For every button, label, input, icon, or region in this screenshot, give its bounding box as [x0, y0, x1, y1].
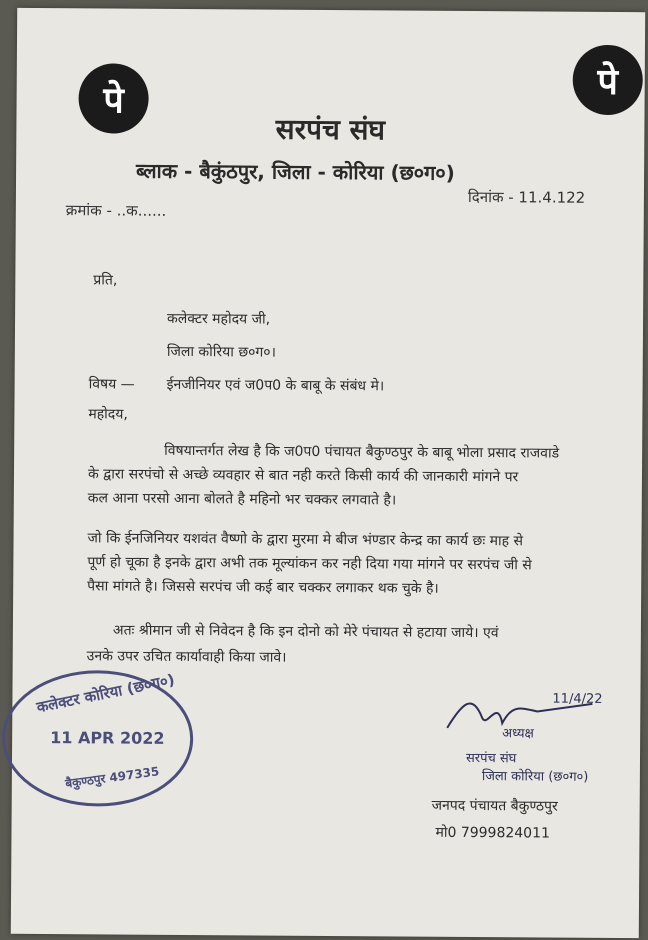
seal-top-text: कलेक्टर कोरिया (छ०ग०) — [35, 670, 177, 717]
stamp-district: जिला कोरिया (छ०ग०) — [481, 769, 589, 785]
phone-number: मो0 7999824011 — [435, 824, 550, 842]
subject-label: विषय — — [88, 376, 135, 393]
signature-block — [442, 683, 602, 754]
letterhead-title: सरपंच संघ — [275, 112, 386, 147]
signature-date: 11/4/22 — [552, 691, 603, 707]
seal-date: 11 APR 2022 — [50, 728, 165, 748]
paragraph-line: पूर्ण हो चूका है इनके द्वारा अभी तक मूल्यांकन कर नही दिया गया मांगने पर सरपंच जी से — [87, 554, 532, 574]
addressee-line1: कलेक्टर महोदय जी, — [167, 310, 271, 328]
seal-bottom-text: बैकुण्ठपुर 497335 — [64, 764, 161, 791]
salutation: महोदय, — [88, 406, 128, 423]
letterhead-subtitle: ब्लाक - बैकुंठपुर, जिला - कोरिया (छ०ग०) — [136, 158, 455, 185]
paragraph-line: पैसा मांगते है। जिससे सरपंच जी कई बार चक्कर लगाकर थक चुके है। — [87, 578, 439, 597]
addressee-line2: जिला कोरिया छ०ग०। — [166, 343, 276, 361]
paragraph-line: अतः श्रीमान जी से निवेदन है कि इन दोनो को मेरे पंचायत से हटाया जाये। एवं — [112, 622, 499, 642]
collector-office-seal — [2, 670, 194, 807]
paragraph-line: विषयान्तर्गत लेख है कि ज0प0 पंचायत बैकुण्ठपुर के बाबू भोला प्रसाद राजवाडे — [164, 442, 560, 462]
addressee-prefix: प्रति, — [93, 272, 118, 289]
reference-number: क्रमांक - ..क...... — [65, 201, 167, 220]
paragraph-line: उनके उपर उचित कार्यावाही किया जावे। — [86, 648, 287, 666]
phonepe-logo-icon: पे — [573, 45, 643, 115]
letter-page — [11, 8, 645, 938]
paragraph-line: जो कि ईनजिनियर यशवंत वैष्णो के द्वारा मुरमा मे बीज भंण्डार केन्द्र का कार्य छः माह से — [87, 530, 524, 550]
block-name: जनपद पंचायत बैकुण्ठपुर — [431, 797, 558, 815]
paragraph-line: कल आना परसो आना बोलते है महिनो भर चक्कर लगवाते है। — [87, 490, 397, 509]
stamp-org: सरपंच संघ — [465, 750, 517, 767]
phonepe-logo-icon: पे — [78, 63, 148, 133]
subject-text: ईनजीनियर एवं ज0प0 के बाबू के संबंध मे। — [166, 376, 385, 395]
signature-role: अध्यक्ष — [502, 726, 534, 742]
letter-date: दिनांक - 11.4.122 — [467, 187, 586, 207]
paragraph-line: के द्वारा सरपंचो से अच्छे व्यवहार से बात नही करते किसी कार्य की जानकारी मांगने पर — [87, 466, 519, 486]
